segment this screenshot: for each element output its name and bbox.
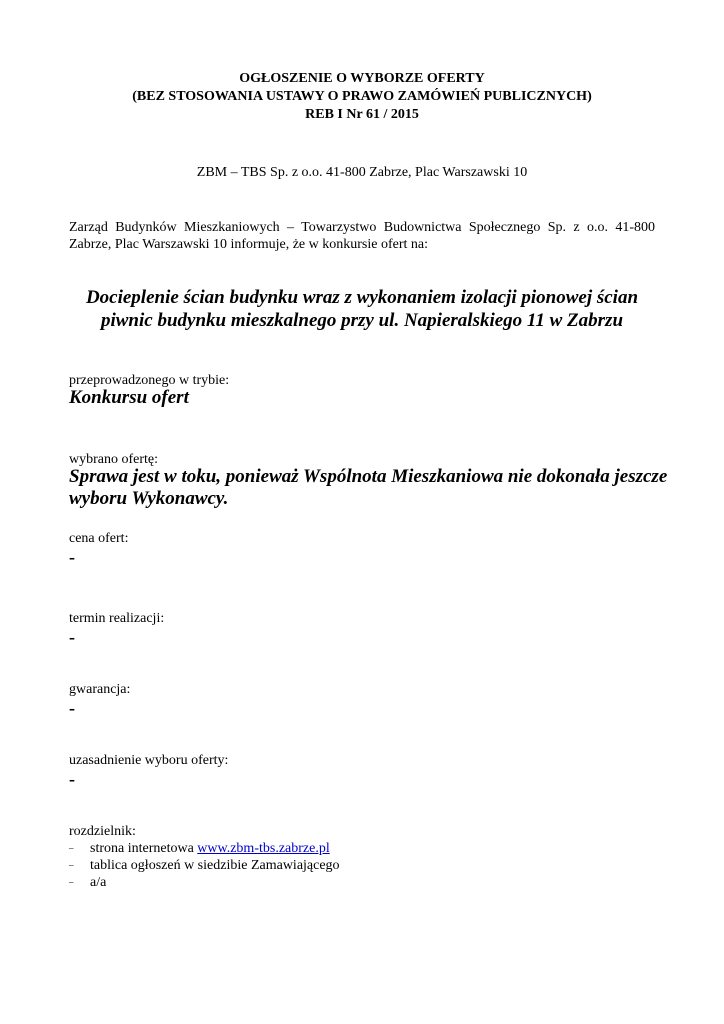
distribution-item-text: a/a	[90, 875, 107, 890]
distribution-item-notice-board	[69, 857, 340, 874]
company-address-line: ZBM – TBS Sp. z o.o. 41-800 Zabrze, Plac Warszawski 10	[196, 165, 528, 180]
distribution-item-archive	[69, 874, 106, 891]
selected-offer-label: wybrano ofertę:	[69, 452, 159, 467]
distribution-label: rozdzielnik:	[69, 824, 136, 839]
deadline-label: termin realizacji:	[69, 611, 165, 626]
justification-label: uzasadnienie wyboru oferty:	[69, 753, 229, 768]
website-link[interactable]: www.zbm-tbs.zabrze.pl	[197, 841, 330, 856]
announcement-subtitle: (BEZ STOSOWANIA USTAWY O PRAWO ZAMÓWIEŃ PUBLICZNYCH)	[132, 89, 592, 104]
warranty-value: -	[69, 698, 75, 718]
distribution-item-text: tablica ogłoszeń w siedzibie Zamawiającego	[90, 858, 340, 873]
mode-value: Konkursu ofert	[69, 387, 189, 408]
selected-offer-value: Sprawa jest w toku, ponieważ Wspólnota Mieszkaniowa nie dokonała jeszcze wyboru Wykonawcy.	[69, 466, 668, 509]
warranty-label: gwarancja:	[69, 682, 131, 697]
announcement-number: REB I Nr 61 / 2015	[305, 107, 419, 122]
bullet-dash-icon: –	[69, 860, 74, 871]
intro-paragraph: Zarząd Budynków Mieszkaniowych – Towarzystwo Budownictwa Społecznego Sp. z o.o. 41-800 Zabrze, Plac Warszawski 10 informuje, że w konkursie ofert na:	[69, 220, 655, 252]
bullet-dash-icon: –	[69, 843, 74, 854]
justification-value: -	[69, 769, 75, 789]
contract-subject: Docieplenie ścian budynku wraz z wykonaniem izolacji pionowej ścian piwnic budynku mieszkalnego przy ul. Napieralskiego 11 w Zabrzu	[85, 287, 639, 331]
distribution-item-website	[69, 840, 330, 857]
deadline-value: -	[69, 627, 75, 647]
bullet-dash-icon: –	[69, 877, 74, 888]
announcement-title: OGŁOSZENIE O WYBORZE OFERTY	[239, 71, 485, 86]
distribution-item-text: strona internetowa	[90, 841, 198, 856]
price-value: -	[69, 547, 75, 567]
price-label: cena ofert:	[69, 531, 129, 546]
mode-label: przeprowadzonego w trybie:	[69, 373, 230, 388]
